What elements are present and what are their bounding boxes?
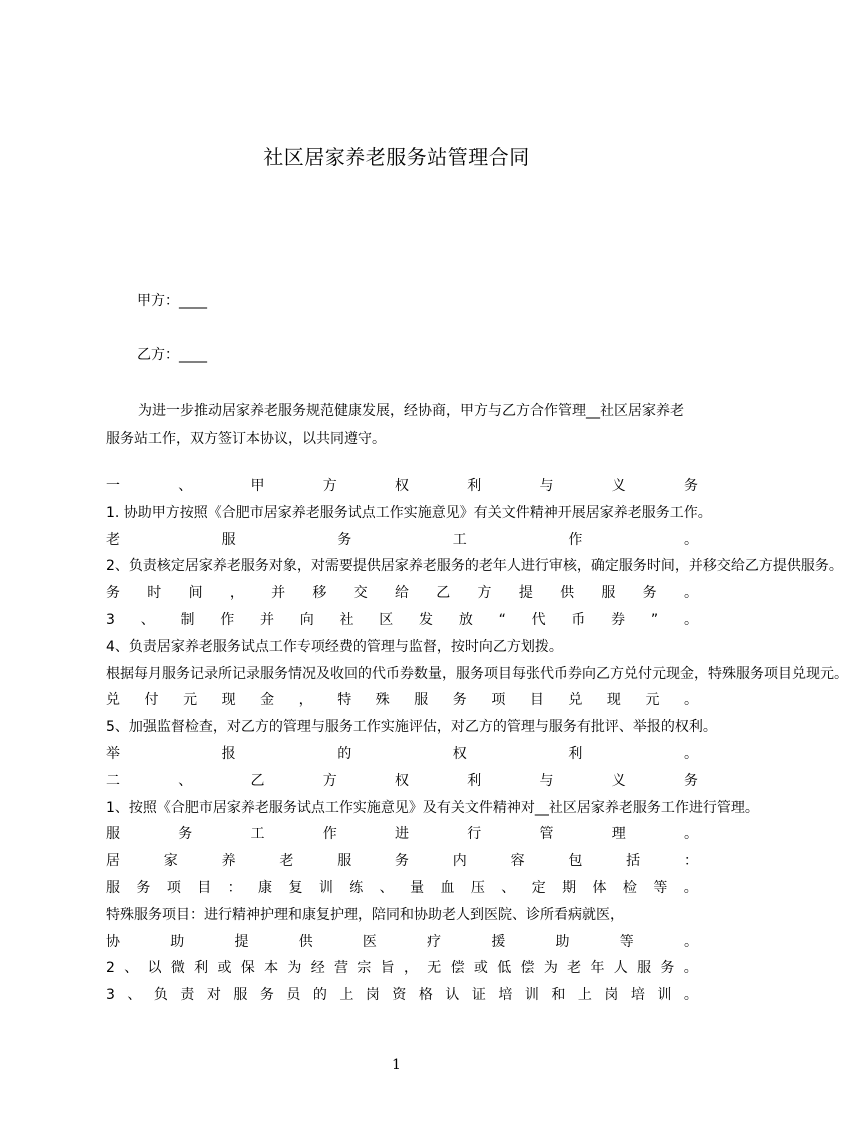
contract-char: 务: [642, 585, 657, 602]
contract-char: 工: [452, 531, 467, 548]
intro-text: 为进一步推动居家养老服务规范健康发展，经协商，甲方与乙方合作管理__社区居家养老服务站工作，双方签订本协议，以共同遵守。: [106, 403, 684, 447]
contract-char: 培: [630, 987, 645, 1004]
contract-char: ：: [683, 853, 698, 870]
contract-char: ，: [403, 960, 418, 977]
contract-char: 以: [147, 960, 162, 977]
contract-char: 、: [178, 478, 193, 494]
contract-char: 本: [264, 960, 279, 977]
contract-char: 服: [337, 853, 352, 870]
contract-char: 容: [510, 853, 525, 870]
contract-char: 助: [170, 933, 185, 950]
contract-char: 行: [467, 826, 482, 843]
contract-char: 理: [611, 826, 626, 843]
contract-char: 向: [299, 612, 314, 628]
contract-char: 服: [106, 880, 120, 896]
contract-char: 经: [310, 960, 325, 977]
contract-char: 、: [140, 612, 155, 628]
contract-line: 4、负责居家养老服务试点工作专项经费的管理与监督，按时向乙方划拨。: [106, 638, 563, 655]
contract-char: 殊: [375, 692, 390, 709]
contract-char: 等: [653, 880, 668, 896]
contract-char: 营: [334, 960, 349, 977]
contract-char: 时: [147, 585, 162, 602]
page-number: 1: [392, 1057, 401, 1073]
contract-char: 社: [339, 612, 354, 628]
contract-char: 报: [221, 746, 236, 762]
contract-char: 务: [660, 960, 675, 977]
contract-char: 务: [684, 478, 698, 494]
contract-char: 乙: [436, 585, 451, 602]
contract-char: 服: [601, 585, 616, 602]
contract-char: 资: [392, 987, 407, 1004]
contract-char: 为: [287, 960, 302, 977]
contract-char: 。: [683, 692, 698, 709]
contract-char: 区: [379, 612, 394, 628]
contract-char: ，: [229, 585, 244, 602]
contract-char: 。: [683, 880, 698, 896]
contract-char: 并: [259, 612, 274, 628]
contract-char: 务: [136, 880, 151, 896]
contract-char: 员: [286, 987, 301, 1004]
contract-char: 责: [180, 987, 195, 1004]
contract-char: 务: [452, 692, 467, 709]
contract-line: [106, 821, 698, 848]
contract-char: 乙: [250, 772, 265, 789]
contract-char: 提: [518, 585, 533, 602]
intro-paragraph: [106, 397, 696, 453]
contract-char: 务: [337, 531, 352, 548]
contract-char: 对: [206, 987, 221, 1004]
contract-char: ”: [650, 612, 659, 628]
contract-char: 服: [637, 960, 652, 977]
contract-char: 放: [458, 612, 473, 628]
contract-char: 保: [240, 960, 255, 977]
contract-char: 训: [657, 987, 672, 1004]
contract-char: 代: [531, 612, 546, 628]
contract-char: 供: [560, 585, 575, 602]
contract-char: 认: [445, 987, 460, 1004]
contract-line: 2、负责核定居家养老服务对象，对需要提供居家养老服务的老年人进行审核，确定服务时间，并移交给乙方提供服务。: [106, 558, 843, 575]
contract-char: 培: [498, 987, 513, 1004]
contract-char: 并: [271, 585, 286, 602]
contract-char: 二: [106, 772, 120, 789]
contract-char: 包: [568, 853, 583, 870]
contract-char: 金: [260, 692, 275, 709]
contract-char: 居: [106, 853, 120, 870]
contract-char: 养: [221, 853, 236, 870]
contract-char: 内: [452, 853, 467, 870]
contract-char: 举: [106, 746, 120, 762]
contract-char: 。: [684, 826, 698, 843]
contract-char: 低: [497, 960, 512, 977]
contract-char: 义: [611, 772, 626, 789]
contract-char: 证: [471, 987, 486, 1004]
contract-char: 交: [353, 585, 368, 602]
contract-char: 体: [592, 880, 607, 896]
contract-char: 提: [234, 933, 249, 950]
contract-char: 务: [259, 987, 274, 1004]
contract-char: 偿: [520, 960, 535, 977]
contract-char: 服: [106, 826, 120, 843]
contract-char: 康: [258, 880, 273, 896]
contract-char: 宗: [357, 960, 372, 977]
contract-char: 训: [524, 987, 539, 1004]
contract-char: 制: [180, 612, 195, 628]
contract-char: 项: [166, 880, 181, 896]
contract-char: 利: [568, 746, 583, 762]
contract-char: 。: [683, 585, 698, 602]
contract-char: 元: [183, 692, 198, 709]
contract-char: 权: [452, 746, 467, 762]
contract-char: 工: [250, 826, 265, 843]
contract-char: 方: [322, 478, 337, 494]
contract-char: 期: [562, 880, 577, 896]
contract-char: 格: [418, 987, 433, 1004]
contract-char: 务: [394, 853, 409, 870]
contract-char: 管: [539, 826, 554, 843]
contract-char: 。: [683, 531, 698, 548]
contract-char: 义: [611, 478, 626, 494]
contract-char: 目: [529, 692, 544, 709]
contract-char: 练: [349, 880, 364, 896]
contract-char: 等: [619, 933, 634, 950]
contract-line: [106, 741, 698, 768]
contract-char: 压: [470, 880, 485, 896]
contract-char: 兑: [106, 692, 120, 709]
contract-char: “: [498, 612, 506, 628]
contract-char: 家: [163, 853, 178, 870]
contract-char: 检: [622, 880, 637, 896]
contract-char: 训: [318, 880, 333, 896]
party-b-line: 乙方：____: [137, 347, 207, 363]
contract-char: 或: [473, 960, 488, 977]
contract-char: 与: [539, 772, 554, 789]
contract-char: 甲: [250, 478, 265, 494]
contract-char: 复: [288, 880, 303, 896]
contract-char: 偿: [450, 960, 465, 977]
contract-char: 老: [567, 960, 582, 977]
contract-char: 。: [683, 960, 698, 977]
contract-line: 1、按照《合肥市居家养老服务试点工作实施意见》及有关文件精神对__社区居家养老服务工作进行管理。: [106, 799, 759, 816]
contract-char: 3: [106, 987, 115, 1004]
contract-char: 。: [683, 612, 698, 628]
contract-line: [106, 955, 698, 982]
contract-line: [106, 768, 698, 795]
contract-char: 括: [626, 853, 641, 870]
contract-char: 的: [337, 746, 352, 762]
contract-char: 进: [395, 826, 409, 843]
contract-char: 的: [312, 987, 327, 1004]
contract-char: 方: [322, 772, 337, 789]
contract-line: [106, 687, 698, 714]
contract-char: 助: [555, 933, 570, 950]
contract-line: [106, 982, 698, 1009]
contract-char: 作: [568, 531, 583, 548]
contract-char: 疗: [427, 933, 442, 950]
contract-char: 援: [491, 933, 506, 950]
contract-char: 间: [188, 585, 203, 602]
contract-char: 服: [414, 692, 429, 709]
contract-char: 供: [298, 933, 313, 950]
contract-char: 旨: [380, 960, 395, 977]
contract-char: 特: [337, 692, 352, 709]
contract-char: 权: [395, 478, 409, 494]
contract-char: 项: [491, 692, 506, 709]
contract-char: 老: [279, 853, 294, 870]
contract-char: 兑: [568, 692, 583, 709]
contract-char: 年: [590, 960, 605, 977]
contract-line: [106, 527, 698, 554]
contract-char: 协: [106, 933, 120, 950]
contract-char: 利: [467, 772, 482, 789]
contract-char: 老: [106, 531, 120, 548]
contract-char: 利: [194, 960, 209, 977]
contract-char: 无: [427, 960, 442, 977]
contract-char: 移: [312, 585, 327, 602]
contract-char: 定: [531, 880, 546, 896]
document-title: 社区居家养老服务站管理合同: [263, 145, 530, 169]
contract-char: ：: [227, 880, 242, 896]
contract-char: 付: [144, 692, 159, 709]
contract-line: 根据每月服务记录所记录服务情况及收回的代币券数量，服务项目每张代币券向乙方兑付元现金，特殊服务项目兑现元。: [106, 665, 848, 682]
contract-char: 目: [197, 880, 212, 896]
contract-char: 上: [577, 987, 592, 1004]
contract-char: 作: [220, 612, 235, 628]
contract-char: 权: [395, 772, 409, 789]
contract-char: 、: [379, 880, 394, 896]
contract-char: 币: [571, 612, 586, 628]
contract-char: 现: [221, 692, 236, 709]
contract-char: 和: [551, 987, 566, 1004]
contract-line: [106, 580, 698, 607]
contract-char: 务: [178, 826, 193, 843]
contract-char: 、: [501, 880, 516, 896]
contract-line: [106, 473, 698, 500]
contract-char: 2: [106, 960, 115, 977]
contract-char: 3: [106, 612, 115, 628]
contract-char: 、: [127, 987, 142, 1004]
contract-line: [106, 607, 698, 634]
contract-char: 务: [684, 772, 698, 789]
contract-char: 。: [683, 746, 698, 762]
contract-char: 、: [124, 960, 139, 977]
contract-char: 券: [611, 612, 626, 628]
contract-char: 岗: [604, 987, 619, 1004]
contract-line: 5、加强监督检查，对乙方的管理与服务工作实施评估，对乙方的管理与服务有批评、举报的权利。: [106, 719, 717, 736]
contract-char: 现: [606, 692, 621, 709]
contract-char: 方: [477, 585, 492, 602]
contract-char: 服: [233, 987, 248, 1004]
contract-char: 或: [217, 960, 232, 977]
contract-line: 1. 协助甲方按照《合肥市居家养老服务试点工作实施意见》有关文件精神开展居家养老服务工作。: [106, 504, 712, 521]
contract-char: 。: [683, 933, 698, 950]
contract-char: 作: [322, 826, 337, 843]
contract-char: 。: [683, 987, 698, 1004]
contract-line: 特殊服务项目：进行精神护理和康复护理，陪同和协助老人到医院、诊所看病就医，: [106, 906, 624, 923]
contract-char: 元: [645, 692, 660, 709]
contract-line: [106, 848, 698, 875]
contract-char: 发: [419, 612, 434, 628]
contract-char: 服: [221, 531, 236, 548]
contract-char: 为: [543, 960, 558, 977]
contract-char: ，: [298, 692, 313, 709]
contract-char: 一: [106, 478, 120, 494]
contract-char: 、: [178, 772, 193, 789]
contract-char: 量: [410, 880, 425, 896]
party-a-line: 甲方：____: [137, 293, 207, 309]
contract-char: 人: [613, 960, 628, 977]
contract-char: 医: [362, 933, 377, 950]
contract-char: 务: [106, 585, 120, 602]
contract-char: 血: [440, 880, 455, 896]
contract-char: 微: [170, 960, 185, 977]
contract-char: 与: [539, 478, 554, 494]
contract-line: [106, 929, 698, 956]
contract-char: 给: [394, 585, 409, 602]
contract-char: 上: [339, 987, 354, 1004]
contract-char: 负: [153, 987, 168, 1004]
contract-char: 利: [467, 478, 482, 494]
contract-char: 岗: [365, 987, 380, 1004]
contract-line: [106, 875, 698, 902]
